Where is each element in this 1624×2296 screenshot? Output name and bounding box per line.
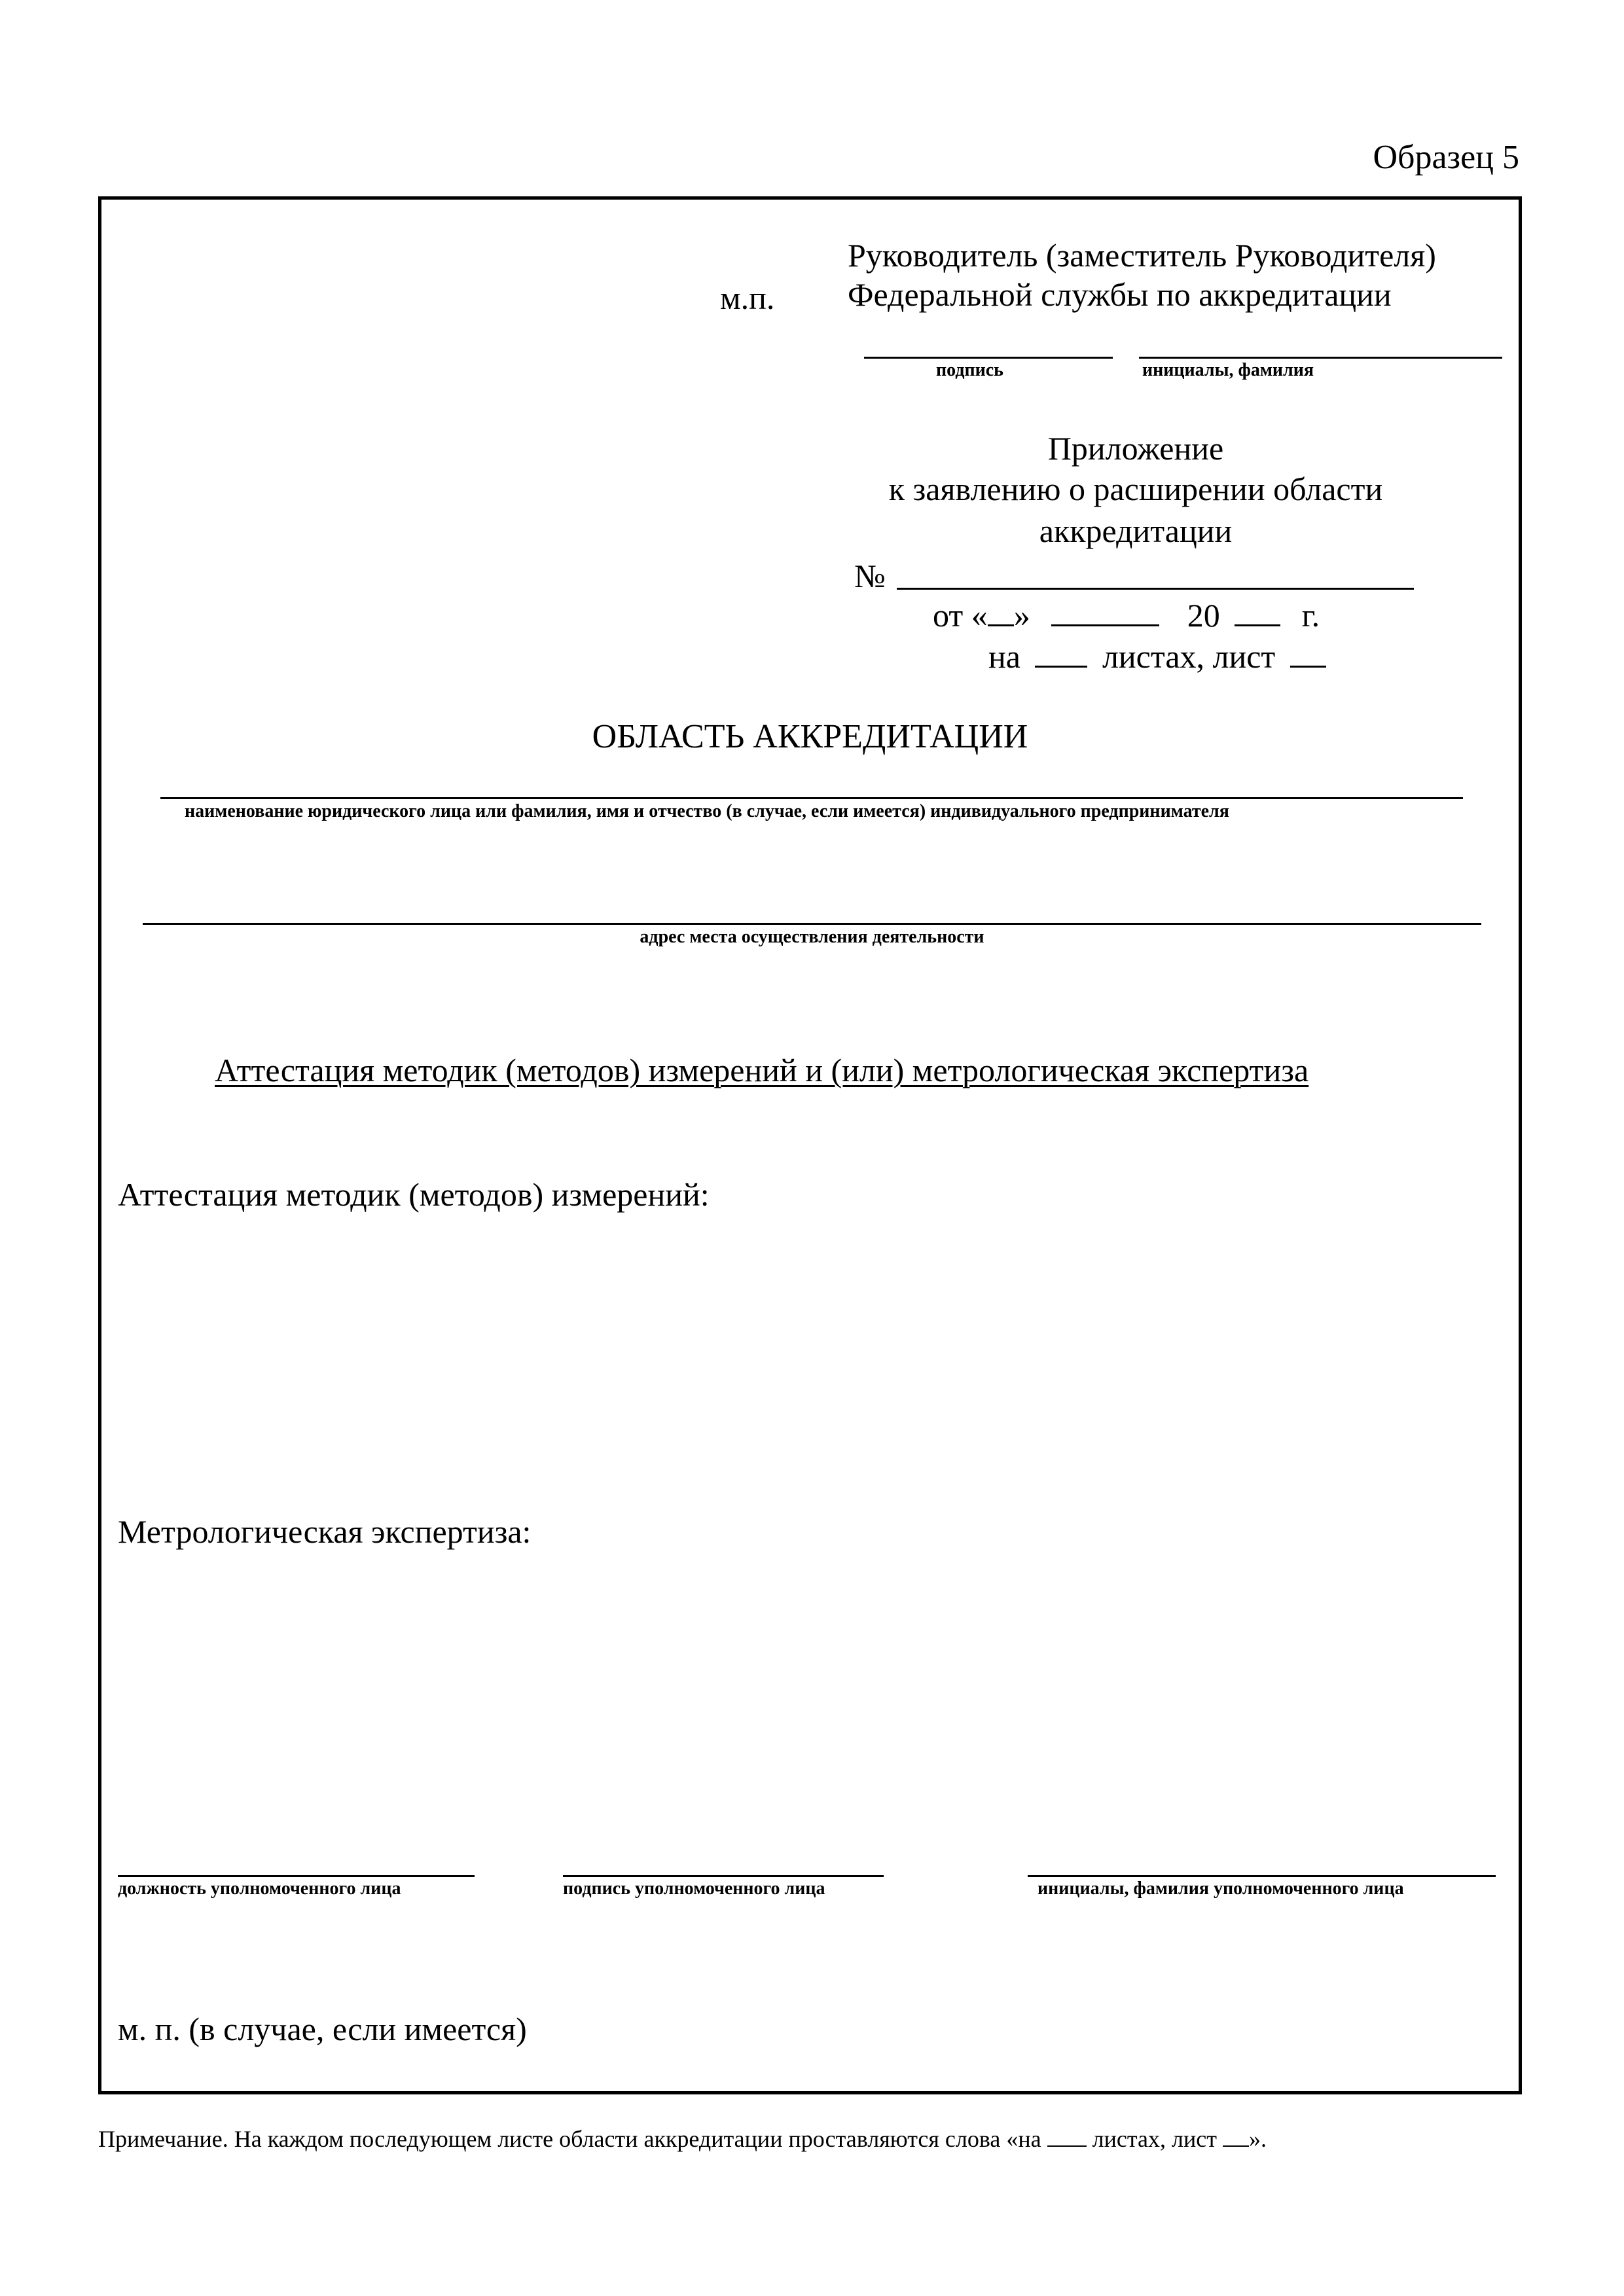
note-sheet-blank	[1223, 2145, 1249, 2147]
authorized-signature-caption: подпись уполномоченного лица	[563, 1878, 825, 1899]
sheets-prefix: на	[988, 638, 1020, 675]
note-middle: листах, лист	[1092, 2126, 1217, 2152]
stamp-note: м. п. (в случае, если имеется)	[118, 2011, 527, 2047]
sheets-text: листах, лист	[1102, 638, 1276, 675]
authorized-name-line	[1028, 1875, 1496, 1877]
appendix-sheets-row	[988, 640, 1326, 673]
appendix-number-label: №	[854, 558, 886, 594]
section-expertise: Метрологическая экспертиза:	[118, 1513, 532, 1550]
note-prefix: Примечание. На каждом последующем листе области аккредитации проставляются слова «на	[98, 2126, 1041, 2152]
name-caption: инициалы, фамилия	[1142, 360, 1314, 380]
sheets-count-blank	[1035, 666, 1087, 668]
entity-line	[160, 797, 1463, 799]
authorized-name-caption: инициалы, фамилия уполномоченного лица	[1038, 1878, 1404, 1899]
document-title: ОБЛАСТЬ АККРЕДИТАЦИИ	[592, 718, 1028, 755]
sheet-number-blank	[1290, 666, 1326, 668]
bottom-note	[98, 2127, 1267, 2151]
note-count-blank	[1047, 2145, 1087, 2147]
name-line	[1139, 357, 1502, 359]
position-line	[118, 1875, 475, 1877]
sample-label: Образец 5	[1373, 139, 1519, 176]
subject-heading: Аттестация методик (методов) измерений и (или) метрологическая экспертиза	[215, 1052, 1309, 1088]
note-suffix: ».	[1248, 2126, 1267, 2152]
date-close: »	[1013, 597, 1030, 634]
year-blank	[1235, 624, 1280, 626]
date-from: от «	[933, 597, 988, 634]
year-suffix: г.	[1301, 597, 1320, 634]
signer-line-1: Руководитель (заместитель Руководителя)	[848, 237, 1436, 274]
appendix-line-3: аккредитации	[1039, 512, 1233, 549]
signature-caption: подпись	[936, 360, 1003, 380]
appendix-line-1: Приложение	[1047, 430, 1224, 467]
month-blank	[1051, 624, 1159, 626]
entity-caption: наименование юридического лица или фамилия, имя и отчество (в случае, если имеется) индивидуального предпринимателя	[185, 801, 1229, 821]
appendix-number-line	[897, 588, 1414, 590]
section-attestation: Аттестация методик (методов) измерений:	[118, 1176, 710, 1213]
year-prefix: 20	[1187, 597, 1220, 634]
appendix-line-2: к заявлению о расширении области	[888, 471, 1383, 507]
authorized-signature-line	[563, 1875, 884, 1877]
signer-line-2: Федеральной службы по аккредитации	[848, 276, 1392, 313]
signature-line	[864, 357, 1113, 359]
address-line	[143, 923, 1481, 925]
day-blank	[988, 624, 1014, 626]
position-caption: должность уполномоченного лица	[118, 1878, 401, 1899]
mp-label: м.п.	[720, 279, 775, 316]
appendix-date-row	[933, 599, 1320, 632]
address-caption: адрес места осуществления деятельности	[640, 927, 984, 947]
